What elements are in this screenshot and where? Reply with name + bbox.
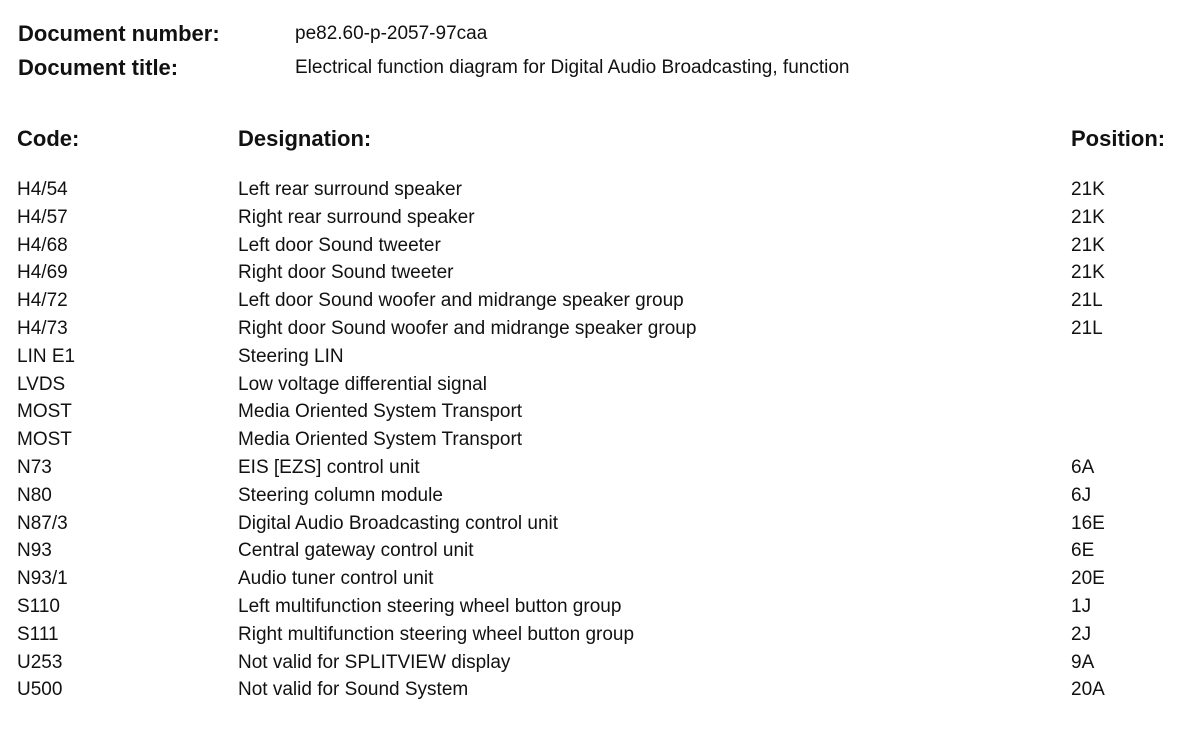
table-row	[0, 565, 1190, 593]
table-row	[0, 426, 1190, 454]
row-designation: EIS [EZS] control unit	[238, 456, 420, 478]
row-position: 20A	[1071, 679, 1105, 701]
row-designation: Left door Sound woofer and midrange speaker group	[238, 290, 684, 312]
row-designation: Right door Sound woofer and midrange speaker group	[238, 317, 697, 339]
row-code: LIN E1	[17, 345, 76, 367]
table-row	[0, 204, 1190, 232]
row-designation: Low voltage differential signal	[238, 373, 487, 395]
row-code: H4/69	[17, 262, 68, 284]
table-row	[0, 593, 1190, 621]
table-row	[0, 676, 1190, 704]
row-designation: Right multifunction steering wheel button group	[238, 623, 635, 645]
row-position: 6A	[1071, 456, 1095, 478]
row-designation: Left multifunction steering wheel button group	[238, 595, 622, 617]
row-position: 2J	[1071, 623, 1092, 645]
table-row	[0, 621, 1190, 649]
row-code: N93/1	[17, 568, 68, 590]
row-code: H4/73	[17, 317, 68, 339]
row-position: 16E	[1071, 512, 1105, 534]
row-designation: Central gateway control unit	[238, 540, 474, 562]
row-code: U253	[17, 651, 63, 673]
row-code: MOST	[17, 401, 72, 423]
row-position: 1J	[1071, 595, 1092, 617]
header-position: Position:	[1071, 126, 1166, 151]
row-position: 21K	[1071, 262, 1105, 284]
row-code: S111	[17, 623, 59, 645]
row-designation: Media Oriented System Transport	[238, 401, 523, 423]
row-designation: Not valid for Sound System	[238, 679, 469, 701]
row-code: MOST	[17, 429, 72, 451]
row-code: N87/3	[17, 512, 68, 534]
row-code: H4/57	[17, 206, 68, 228]
row-designation: Steering column module	[238, 484, 443, 506]
row-designation: Left rear surround speaker	[238, 179, 462, 200]
row-code: S110	[17, 595, 60, 617]
row-position: 6J	[1071, 484, 1092, 506]
table-row	[0, 454, 1190, 482]
row-code: N80	[17, 484, 52, 506]
table-row	[0, 510, 1190, 538]
table-row	[0, 315, 1190, 343]
row-position: 21L	[1071, 317, 1103, 339]
row-code: LVDS	[17, 373, 66, 395]
table-row	[0, 259, 1190, 287]
row-position: 21K	[1071, 206, 1105, 228]
document-number-value: pe82.60-p-2057-97caa	[295, 23, 488, 44]
row-designation: Not valid for SPLITVIEW display	[238, 651, 511, 673]
row-designation: Digital Audio Broadcasting control unit	[238, 512, 559, 534]
header-designation: Designation:	[238, 126, 372, 151]
row-position: 6E	[1071, 540, 1095, 562]
row-designation: Left door Sound tweeter	[238, 234, 441, 256]
document-title-row	[18, 53, 849, 83]
document-title-label: Document title:	[18, 55, 179, 80]
table-row	[0, 398, 1190, 426]
table-row	[0, 371, 1190, 399]
table-body	[0, 176, 1190, 704]
row-code: H4/54	[17, 179, 68, 200]
row-designation: Audio tuner control unit	[238, 568, 434, 590]
row-designation: Right door Sound tweeter	[238, 262, 454, 284]
document-title-value: Electrical function diagram for Digital Audio Broadcasting, function	[295, 57, 850, 78]
table-header	[0, 124, 1190, 154]
table-row	[0, 232, 1190, 260]
row-code: U500	[17, 679, 63, 701]
row-designation: Steering LIN	[238, 345, 344, 367]
row-position: 21K	[1071, 179, 1105, 200]
table-row	[0, 176, 1190, 204]
table-row	[0, 537, 1190, 565]
row-position: 21L	[1071, 290, 1103, 312]
row-code: H4/72	[17, 290, 68, 312]
row-code: H4/68	[17, 234, 68, 256]
row-position: 9A	[1071, 651, 1095, 673]
header-code: Code:	[17, 126, 80, 151]
table-row	[0, 482, 1190, 510]
row-code: N73	[17, 456, 52, 478]
row-position: 21K	[1071, 234, 1105, 256]
table-row	[0, 287, 1190, 315]
row-code: N93	[17, 540, 52, 562]
table-row	[0, 649, 1190, 677]
row-position: 20E	[1071, 568, 1105, 590]
document-number-label: Document number:	[18, 21, 220, 46]
row-designation: Right rear surround speaker	[238, 206, 475, 228]
table-row	[0, 343, 1190, 371]
row-designation: Media Oriented System Transport	[238, 429, 523, 451]
document-number-row	[18, 19, 487, 49]
